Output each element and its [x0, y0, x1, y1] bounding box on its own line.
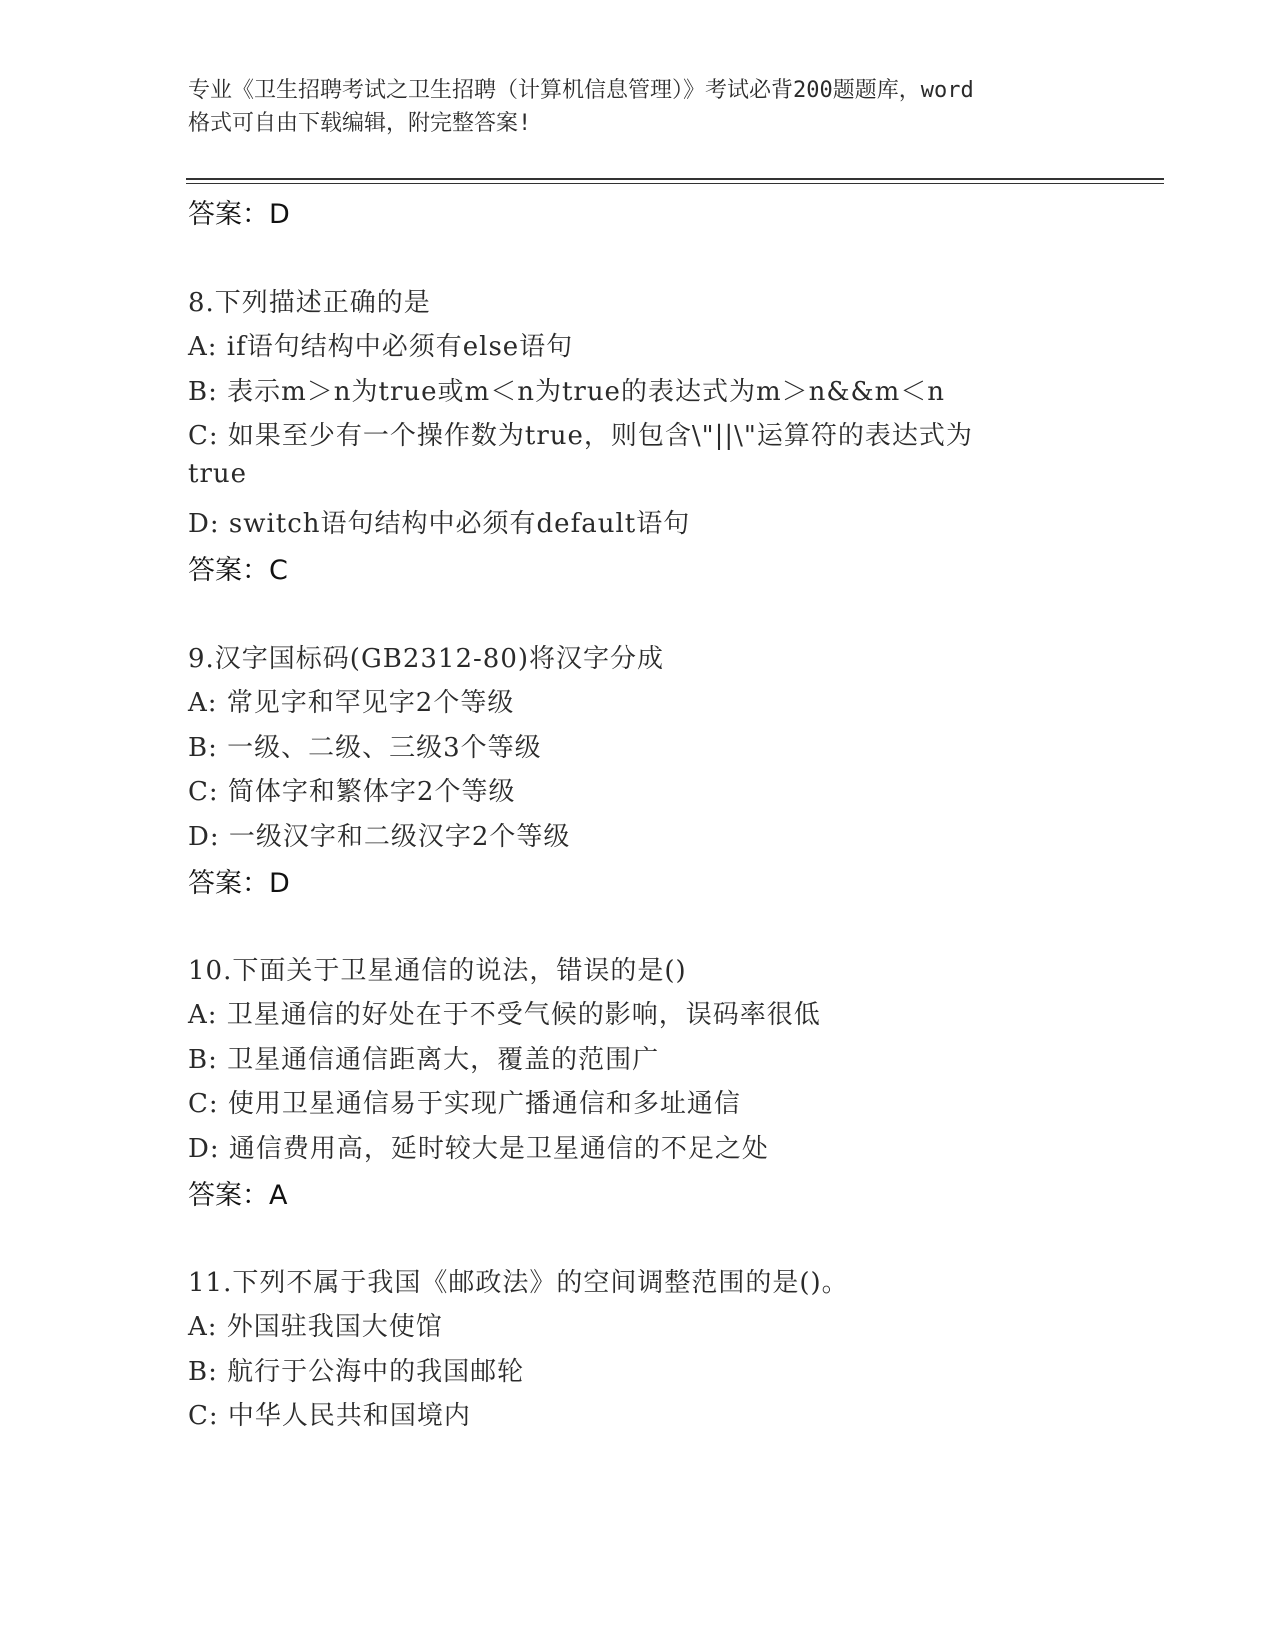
option-a: A: if语句结构中必须有else语句 — [188, 332, 574, 362]
answer-label: 答案：C — [188, 555, 288, 586]
question-text: 9.汉字国标码(GB2312-80)将汉字分成 — [188, 644, 665, 674]
question-text: 10.下面关于卫星通信的说法，错误的是() — [188, 956, 687, 986]
question-text: 8.下列描述正确的是 — [188, 288, 431, 318]
option-b: B: 卫星通信通信距离大，覆盖的范围广 — [188, 1045, 660, 1075]
answer-label: 答案：D — [188, 868, 290, 899]
option-b: B: 表示m＞n为true或m＜n为true的表达式为m＞n&&m＜n — [188, 377, 946, 407]
header-line-2: 格式可自由下载编辑，附完整答案! — [188, 111, 532, 136]
option-c: C: 使用卫星通信易于实现广播通信和多址通信 — [188, 1089, 741, 1119]
option-d: D: switch语句结构中必须有default语句 — [188, 509, 691, 539]
header-divider-thin — [186, 183, 1164, 184]
option-c: C: 中华人民共和国境内 — [188, 1401, 471, 1431]
option-b: B: 航行于公海中的我国邮轮 — [188, 1357, 525, 1387]
answer-label: 答案：A — [188, 1180, 288, 1211]
answer-label: 答案：D — [188, 199, 290, 230]
option-d: D: 一级汉字和二级汉字2个等级 — [188, 822, 571, 852]
option-a: A: 常见字和罕见字2个等级 — [188, 688, 515, 718]
option-d: D: 通信费用高，延时较大是卫星通信的不足之处 — [188, 1134, 769, 1164]
header-line-1: 专业《卫生招聘考试之卫生招聘（计算机信息管理）》考试必背200题题库，word — [188, 78, 974, 103]
option-c-continued: true — [188, 459, 248, 489]
option-c: C: 如果至少有一个操作数为true，则包含\"||\"运算符的表达式为 — [188, 421, 973, 451]
option-a: A: 外国驻我国大使馆 — [188, 1312, 443, 1342]
question-text: 11.下列不属于我国《邮政法》的空间调整范围的是()。 — [188, 1268, 849, 1298]
option-c: C: 简体字和繁体字2个等级 — [188, 777, 516, 807]
document-header — [188, 74, 1088, 140]
header-divider — [186, 178, 1164, 180]
option-b: B: 一级、二级、三级3个等级 — [188, 733, 542, 763]
option-a: A: 卫星通信的好处在于不受气候的影响，误码率很低 — [188, 1000, 821, 1030]
